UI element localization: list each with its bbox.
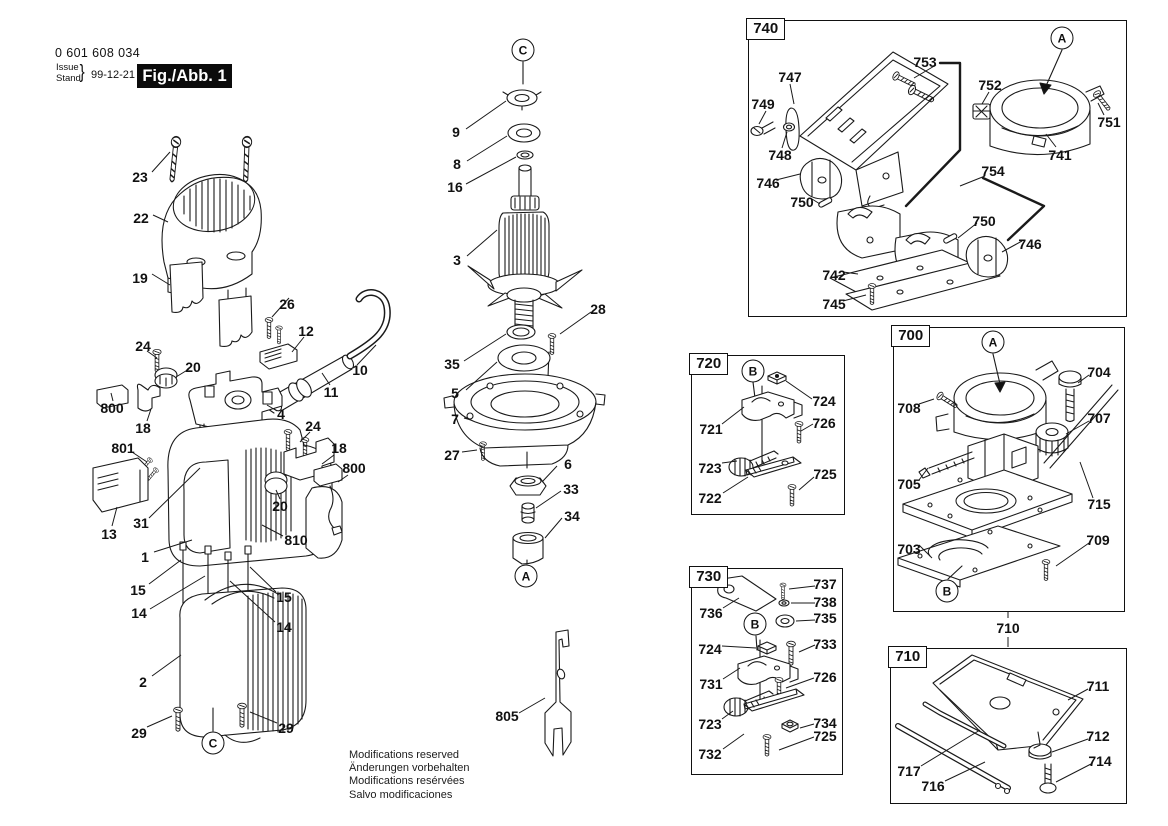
part-callout-19: 19 [132, 270, 148, 286]
part-callout-750: 750 [972, 213, 996, 229]
part-callout-27: 27 [444, 447, 460, 463]
part-callout-18: 18 [135, 420, 151, 436]
part-callout-6: 6 [564, 456, 572, 472]
assembly-letter-C: C [202, 732, 225, 755]
subassembly-box-label-710: 710 [888, 646, 927, 668]
part-callout-18: 18 [331, 440, 347, 456]
part-callout-721: 721 [699, 421, 723, 437]
part-callout-26: 26 [279, 296, 295, 312]
part-callout-726: 726 [812, 415, 836, 431]
part-callout-11: 11 [323, 384, 339, 400]
footer-note-line: Salvo modificaciones [349, 788, 453, 801]
part-callout-703: 703 [897, 541, 921, 557]
part-callout-724: 724 [812, 393, 836, 409]
part-callout-14: 14 [276, 619, 292, 635]
part-callout-716: 716 [921, 778, 945, 794]
part-callout-705: 705 [897, 476, 921, 492]
part-callout-752: 752 [978, 77, 1002, 93]
issue-stand-label [56, 63, 81, 84]
assembly-letter-B: B [744, 613, 767, 636]
part-callout-724: 724 [698, 641, 722, 657]
subassembly-box-label-730: 730 [689, 566, 728, 588]
part-callout-22: 22 [133, 210, 149, 226]
part-callout-714: 714 [1088, 753, 1112, 769]
part-callout-15: 15 [276, 589, 292, 605]
part-callout-746: 746 [1018, 236, 1042, 252]
part-callout-28: 28 [590, 301, 606, 317]
part-callout-1: 1 [141, 549, 149, 565]
part-callout-33: 33 [563, 481, 579, 497]
part-callout-753: 753 [913, 54, 937, 70]
part-callout-704: 704 [1087, 364, 1111, 380]
part-callout-709: 709 [1086, 532, 1110, 548]
part-callout-31: 31 [133, 515, 149, 531]
part-callout-35: 35 [444, 356, 460, 372]
part-callout-726: 726 [813, 669, 837, 685]
part-callout-9: 9 [452, 124, 460, 140]
part-callout-12: 12 [298, 323, 314, 339]
issue-date: 99-12-21 [91, 69, 136, 81]
part-callout-748: 748 [768, 147, 792, 163]
part-callout-708: 708 [897, 400, 921, 416]
part-callout-746: 746 [756, 175, 780, 191]
assembly-letter-B: B [936, 580, 959, 603]
footer-note-line: Änderungen vorbehalten [349, 762, 470, 775]
part-callout-4: 4 [277, 406, 285, 422]
part-callout-735: 735 [813, 610, 837, 626]
part-callout-3: 3 [453, 252, 461, 268]
assembly-letter-B: B [742, 360, 765, 383]
part-callout-741: 741 [1048, 147, 1072, 163]
part-callout-734: 734 [813, 715, 837, 731]
footer-notes [349, 749, 469, 802]
part-callout-810: 810 [284, 532, 308, 548]
part-callout-34: 34 [564, 508, 580, 524]
part-callout-16: 16 [447, 179, 463, 195]
stand-label: Stand [56, 72, 81, 84]
brace-glyph: } [79, 62, 85, 83]
part-callout-742: 742 [822, 267, 846, 283]
assembly-letter-A: A [982, 331, 1005, 354]
part-callout-736: 736 [699, 605, 723, 621]
subassembly-box-740 [748, 20, 1127, 317]
assembly-letter-A: A [515, 565, 538, 588]
part-callout-801: 801 [111, 440, 135, 456]
part-callout-24: 24 [135, 338, 151, 354]
part-callout-747: 747 [778, 69, 802, 85]
part-callout-5: 5 [451, 385, 459, 401]
assembly-letter-A: A [1051, 27, 1074, 50]
part-callout-732: 732 [698, 746, 722, 762]
part-callout-15: 15 [130, 582, 146, 598]
part-callout-10: 10 [352, 362, 368, 378]
subassembly-box-label-700: 700 [891, 325, 930, 347]
part-callout-24: 24 [305, 418, 321, 434]
part-callout-7: 7 [451, 411, 459, 427]
part-callout-745: 745 [822, 296, 846, 312]
part-callout-805: 805 [495, 708, 519, 724]
part-callout-20: 20 [272, 498, 288, 514]
part-callout-2: 2 [139, 674, 147, 690]
part-callout-800: 800 [100, 400, 124, 416]
part-callout-723: 723 [698, 716, 722, 732]
issue-label: Issue [56, 62, 79, 73]
part-callout-715: 715 [1087, 496, 1111, 512]
footer-note-line: Modifications resérvées [349, 775, 465, 788]
footer-note-line: Modifications reserved [349, 749, 460, 761]
part-callout-733: 733 [813, 636, 837, 652]
part-callout-717: 717 [897, 763, 921, 779]
part-callout-751: 751 [1097, 114, 1121, 130]
part-callout-722: 722 [698, 490, 722, 506]
part-callout-750: 750 [790, 194, 814, 210]
part-callout-711: 711 [1086, 678, 1110, 694]
part-callout-731: 731 [699, 676, 723, 692]
subassembly-box-label-740: 740 [746, 18, 785, 40]
part-callout-14: 14 [131, 605, 147, 621]
part-callout-29: 29 [131, 725, 147, 741]
part-callout-13: 13 [101, 526, 117, 542]
part-callout-754: 754 [981, 163, 1005, 179]
document-part-number: 0 601 608 034 [55, 46, 141, 60]
assembly-letter-C: C [512, 39, 535, 62]
part-callout-723: 723 [698, 460, 722, 476]
figure-title-badge: Fig./Abb. 1 [137, 64, 232, 88]
part-callout-20: 20 [185, 359, 201, 375]
part-callout-8: 8 [453, 156, 461, 172]
part-callout-29: 29 [278, 720, 294, 736]
part-callout-710: 710 [996, 620, 1020, 636]
part-callout-749: 749 [751, 96, 775, 112]
part-callout-738: 738 [813, 594, 837, 610]
part-callout-707: 707 [1087, 410, 1111, 426]
part-callout-725: 725 [813, 728, 837, 744]
part-callout-712: 712 [1086, 728, 1110, 744]
subassembly-box-label-720: 720 [689, 353, 728, 375]
part-callout-23: 23 [132, 169, 148, 185]
part-callout-737: 737 [813, 576, 837, 592]
part-callout-800: 800 [342, 460, 366, 476]
part-callout-725: 725 [813, 466, 837, 482]
